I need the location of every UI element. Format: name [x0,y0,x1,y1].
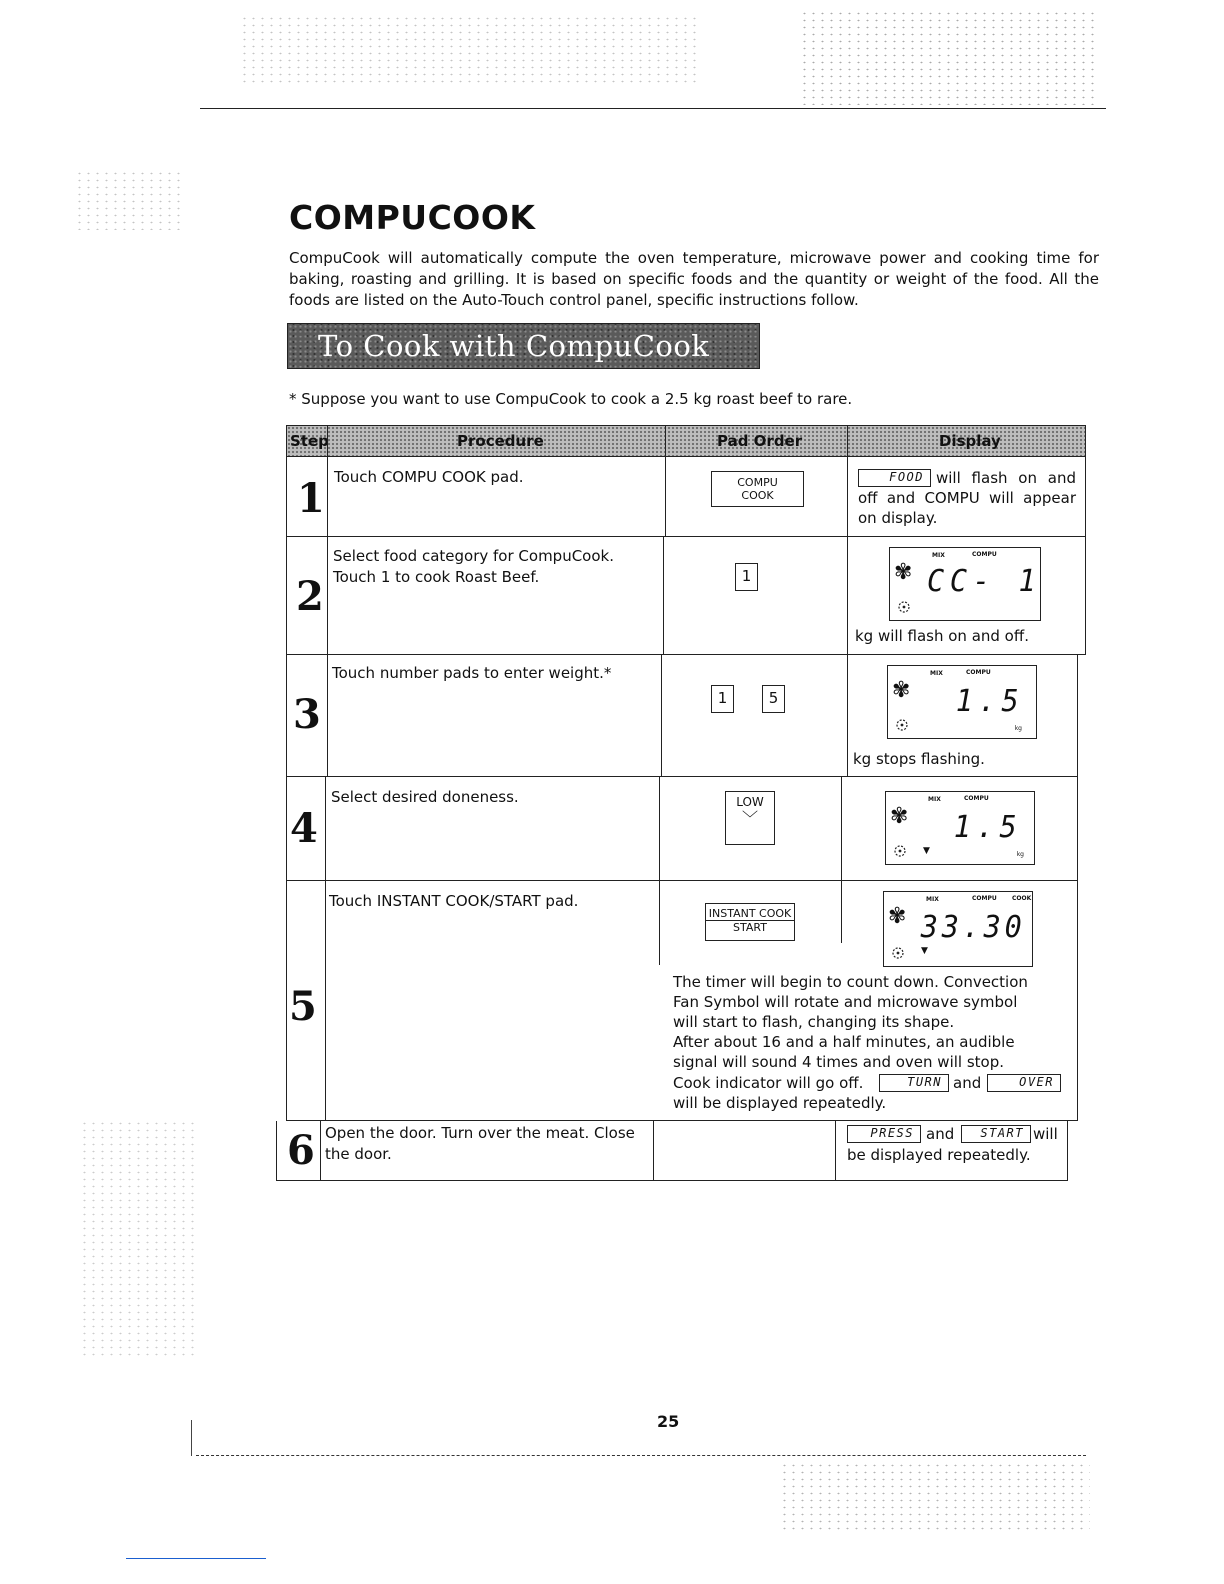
start-segment-display: START [961,1125,1031,1143]
lcd-digits: CC- 1 [927,564,1042,599]
display-description: kg stops flashing. [853,750,985,768]
display-description: will flash on and off and COMPU will appear on display. [858,469,1076,527]
step-number: 1 [297,475,325,522]
table-row [286,457,1086,537]
number-pad-1[interactable]: 1 [711,685,734,713]
lcd-display: MIX COMPU ✾ 1.5 kg [887,665,1037,739]
lcd-digits: 1.5 [955,684,1025,719]
convection-fan-icon: ✾ [888,904,907,929]
step-number: 6 [287,1127,315,1174]
table-row [286,655,1078,777]
table-row [286,537,1086,655]
scan-noise [240,15,700,85]
page-number: 25 [657,1412,680,1431]
example-note: * Suppose you want to use CompuCook to cook a 2.5 kg roast beef to rare. [289,390,853,408]
blue-underline [126,1558,266,1559]
doneness-arrow-icon: ▼ [923,846,930,856]
scan-noise [80,1120,195,1360]
scan-noise [780,1462,1090,1532]
intro-paragraph: CompuCook will automatically compute the oven temperature, microwave power and cooking time for baking, roasting and grilling. It is based on specific foods and the quantity or weight of the food. All the foods are listed on the Auto-Touch control panel, specific instructions follow. [289,249,1099,309]
chevron-down-icon: ﹀ [741,809,758,828]
table-row: 5 Touch INSTANT COOK/START pad. INSTANT COOK START MIX COMPU COOK ✾ ▼ 33.30 The timer will begin to count down. Convection Fan Symbol will rotate and microwave symbol will start to flash, changing its shape. After about 16 and a half minutes, an audible signal will sound 4 times and oven will stop. Cook indicator will go off. TURN and OVER will be displayed repeatedly. [286,881,1078,1121]
lcd-display: MIX COMPU ✾ ▼ 1.5 kg [885,791,1035,865]
step-procedure: Select desired doneness. [331,788,519,806]
display-description: kg will flash on and off. [855,627,1029,645]
header-pad-order: Pad Order [717,432,803,450]
step-procedure: Touch COMPU COOK pad. [334,468,524,486]
number-pad-5[interactable]: 5 [762,685,785,713]
doneness-low-pad[interactable]: LOW ﹀ [725,791,775,845]
table-row: 6 Open the door. Turn over the meat. Close the door. PRESS and START will be displayed repeatedly. [276,1121,1068,1181]
turn-segment-display: TURN [879,1074,949,1092]
step-number: 4 [290,805,318,852]
top-rule [200,108,1106,109]
display-description: be displayed repeatedly. [847,1146,1031,1164]
microwave-icon [897,600,911,614]
number-pad-1[interactable]: 1 [735,563,758,591]
convection-fan-icon: ✾ [894,560,913,585]
step-procedure: Touch number pads to enter weight.* [332,664,612,682]
lcd-digits: 33.30 [920,910,1026,945]
header-procedure: Procedure [457,432,544,450]
doneness-arrow-icon: ▼ [921,946,928,956]
table-row [286,777,1078,881]
page-title: COMPUCOOK [289,198,536,237]
compu-cook-pad[interactable]: COMPU COOK [711,471,804,507]
scan-noise [75,170,185,230]
lcd-display: MIX COMPU ✾ CC- 1 [889,547,1041,621]
step-procedure: Touch INSTANT COOK/START pad. [329,892,579,910]
step-number: 2 [296,573,324,620]
lcd-digits: 1.5 [953,810,1023,845]
left-rule [191,1420,192,1456]
microwave-icon [891,946,905,960]
step-number: 3 [293,691,321,738]
microwave-icon [895,718,909,732]
header-step: Step [290,432,329,450]
convection-fan-icon: ✾ [890,804,909,829]
header-display: Display [939,432,1001,450]
bottom-rule [196,1455,1086,1456]
instant-cook-start-pad[interactable]: INSTANT COOK START [705,903,795,941]
banner-title: To Cook with CompuCook [318,329,710,363]
convection-fan-icon: ✾ [892,678,911,703]
over-segment-display: OVER [987,1074,1061,1092]
lcd-display: MIX COMPU COOK ✾ ▼ 33.30 [883,891,1033,967]
scan-noise [800,10,1100,105]
food-segment-display: FOOD [858,469,931,487]
step-procedure: Select food category for CompuCook. Touch 1 to cook Roast Beef. [333,547,614,586]
press-segment-display: PRESS [847,1125,921,1143]
microwave-icon [893,844,907,858]
section-banner [287,323,760,369]
table-header [286,425,1086,457]
step-number: 5 [289,983,317,1030]
step-procedure: Open the door. Turn over the meat. Close the door. [325,1124,635,1163]
